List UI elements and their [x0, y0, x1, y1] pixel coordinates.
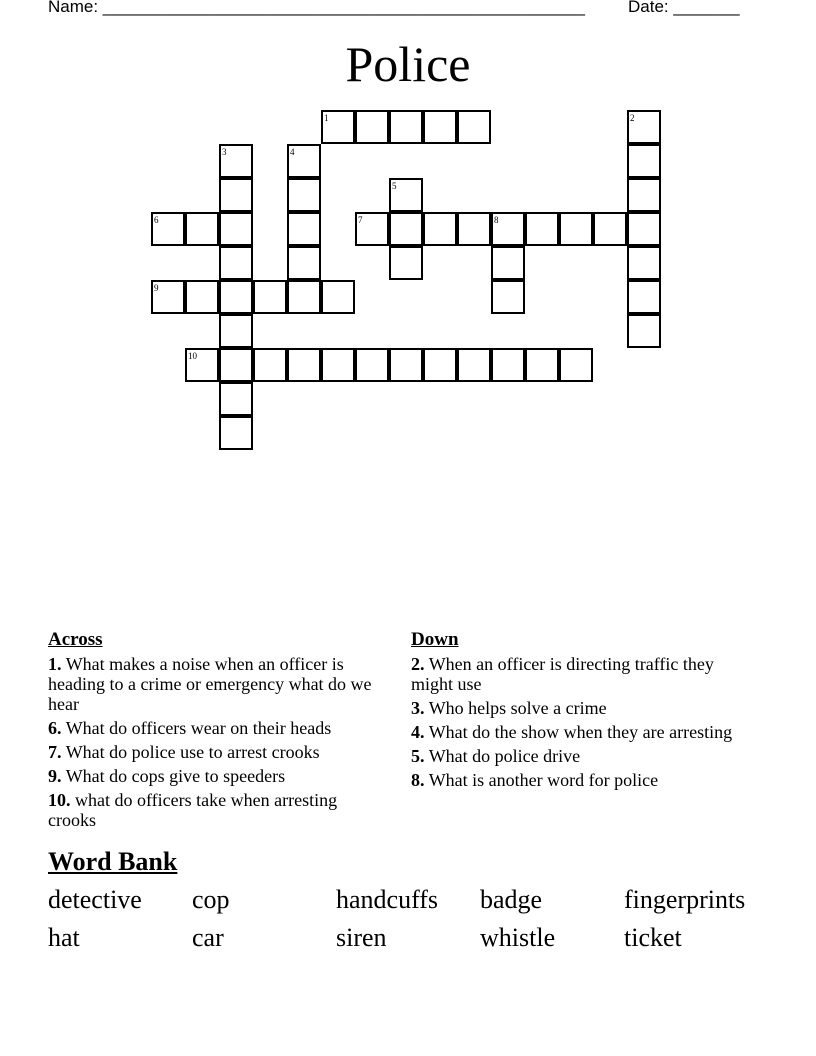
down-heading: Down — [411, 629, 459, 650]
grid-cell[interactable] — [219, 212, 253, 246]
grid-cell[interactable] — [219, 178, 253, 212]
grid-cell[interactable] — [389, 178, 423, 212]
clue-number: 4. — [411, 722, 425, 742]
grid-cell[interactable] — [627, 280, 661, 314]
grid-cell[interactable] — [423, 348, 457, 382]
clue-number: 8. — [411, 770, 425, 790]
clue-item — [48, 766, 388, 786]
clue-text: When an officer is directing traffic they might use — [411, 654, 714, 694]
clue-number: 7. — [48, 742, 62, 762]
clue-item — [48, 718, 388, 738]
grid-cell[interactable] — [185, 212, 219, 246]
across-clues — [48, 630, 388, 834]
grid-cell[interactable] — [355, 110, 389, 144]
word-bank-item: ticket — [624, 923, 682, 952]
clue-number: 3. — [411, 698, 425, 718]
cell-number: 6 — [154, 215, 159, 225]
grid-cell[interactable] — [321, 280, 355, 314]
clue-text: What do police use to arrest crooks — [65, 742, 320, 762]
grid-cell[interactable] — [219, 416, 253, 450]
grid-cell[interactable] — [423, 110, 457, 144]
word-bank-item: fingerprints — [624, 885, 746, 914]
grid-cell[interactable] — [457, 110, 491, 144]
grid-cell[interactable] — [151, 212, 185, 246]
clue-item — [411, 698, 741, 718]
grid-cell[interactable] — [287, 144, 321, 178]
cell-number: 1 — [324, 113, 329, 123]
clue-text: What do cops give to speeders — [65, 766, 286, 786]
clue-item — [48, 790, 388, 830]
cell-number: 10 — [188, 351, 197, 361]
grid-cell[interactable] — [491, 280, 525, 314]
clue-text: What do officers wear on their heads — [65, 718, 332, 738]
clue-item — [411, 770, 741, 790]
grid-cell[interactable] — [457, 348, 491, 382]
clue-number: 2. — [411, 654, 425, 674]
grid-cell[interactable] — [219, 246, 253, 280]
grid-cell[interactable] — [491, 246, 525, 280]
word-bank-item: hat — [48, 923, 80, 952]
cell-number: 5 — [392, 181, 397, 191]
clue-text: what do officers take when arresting crooks — [48, 790, 338, 830]
grid-cell[interactable] — [287, 178, 321, 212]
grid-cell[interactable] — [219, 348, 253, 382]
grid-cell[interactable] — [491, 348, 525, 382]
grid-cell[interactable] — [389, 348, 423, 382]
grid-cell[interactable] — [389, 246, 423, 280]
grid-cell[interactable] — [559, 348, 593, 382]
cell-number: 2 — [630, 113, 635, 123]
clue-text: What is another word for police — [428, 770, 659, 790]
grid-cell[interactable] — [355, 348, 389, 382]
clue-number: 1. — [48, 654, 62, 674]
grid-cell[interactable] — [389, 110, 423, 144]
grid-cell[interactable] — [253, 280, 287, 314]
clue-number: 10. — [48, 790, 71, 810]
clue-text: What do the show when they are arresting — [428, 722, 733, 742]
clue-text: What makes a noise when an officer is heading to a crime or emergency what do we hear — [48, 654, 372, 714]
across-heading: Across — [48, 629, 103, 650]
clue-item — [48, 742, 388, 762]
grid-cell[interactable] — [559, 212, 593, 246]
word-bank-item: handcuffs — [336, 885, 439, 914]
clue-item — [411, 746, 741, 766]
clue-number: 6. — [48, 718, 62, 738]
grid-cell[interactable] — [627, 178, 661, 212]
clue-item — [48, 654, 388, 714]
date-field[interactable]: Date: _______ — [628, 0, 740, 16]
grid-cell[interactable] — [151, 280, 185, 314]
grid-cell[interactable] — [525, 212, 559, 246]
grid-cell[interactable] — [219, 280, 253, 314]
grid-cell[interactable] — [457, 212, 491, 246]
name-field[interactable]: Name: ___________________________________________________ — [48, 0, 585, 16]
word-bank-title: Word Bank — [48, 847, 178, 876]
clue-number: 9. — [48, 766, 62, 786]
grid-cell[interactable] — [219, 382, 253, 416]
word-bank — [48, 884, 788, 954]
word-bank-item: detective — [48, 885, 142, 914]
word-bank-item: whistle — [480, 923, 556, 952]
cell-number: 4 — [290, 147, 295, 157]
grid-cell[interactable] — [627, 110, 661, 144]
grid-cell[interactable] — [355, 212, 389, 246]
grid-cell[interactable] — [253, 348, 287, 382]
down-clues — [411, 630, 741, 794]
grid-cell[interactable] — [287, 212, 321, 246]
grid-cell[interactable] — [321, 348, 355, 382]
grid-cell[interactable] — [389, 212, 423, 246]
grid-cell[interactable] — [525, 348, 559, 382]
grid-cell[interactable] — [185, 280, 219, 314]
clue-text: What do police drive — [428, 746, 581, 766]
grid-cell[interactable] — [593, 212, 627, 246]
word-bank-item: car — [192, 923, 224, 952]
grid-cell[interactable] — [627, 144, 661, 178]
crossword-grid — [0, 0, 816, 470]
grid-cell[interactable] — [219, 314, 253, 348]
grid-cell[interactable] — [287, 348, 321, 382]
grid-cell[interactable] — [287, 280, 321, 314]
grid-cell[interactable] — [491, 212, 525, 246]
clue-number: 5. — [411, 746, 425, 766]
clue-item — [411, 654, 741, 694]
grid-cell[interactable] — [321, 110, 355, 144]
clue-text: Who helps solve a crime — [428, 698, 607, 718]
word-bank-item: siren — [336, 923, 387, 952]
grid-cell[interactable] — [627, 246, 661, 280]
clue-item — [411, 722, 741, 742]
grid-cell[interactable] — [423, 212, 457, 246]
cell-number: 3 — [222, 147, 227, 157]
page-title: Police — [345, 36, 471, 92]
cell-number: 8 — [494, 215, 499, 225]
cell-number: 7 — [358, 215, 363, 225]
word-bank-item: badge — [480, 885, 543, 914]
grid-cell[interactable] — [287, 246, 321, 280]
grid-cell[interactable] — [185, 348, 219, 382]
cell-number: 9 — [154, 283, 159, 293]
grid-cell[interactable] — [219, 144, 253, 178]
grid-cell[interactable] — [627, 314, 661, 348]
grid-cell[interactable] — [627, 212, 661, 246]
word-bank-item: cop — [192, 885, 230, 914]
